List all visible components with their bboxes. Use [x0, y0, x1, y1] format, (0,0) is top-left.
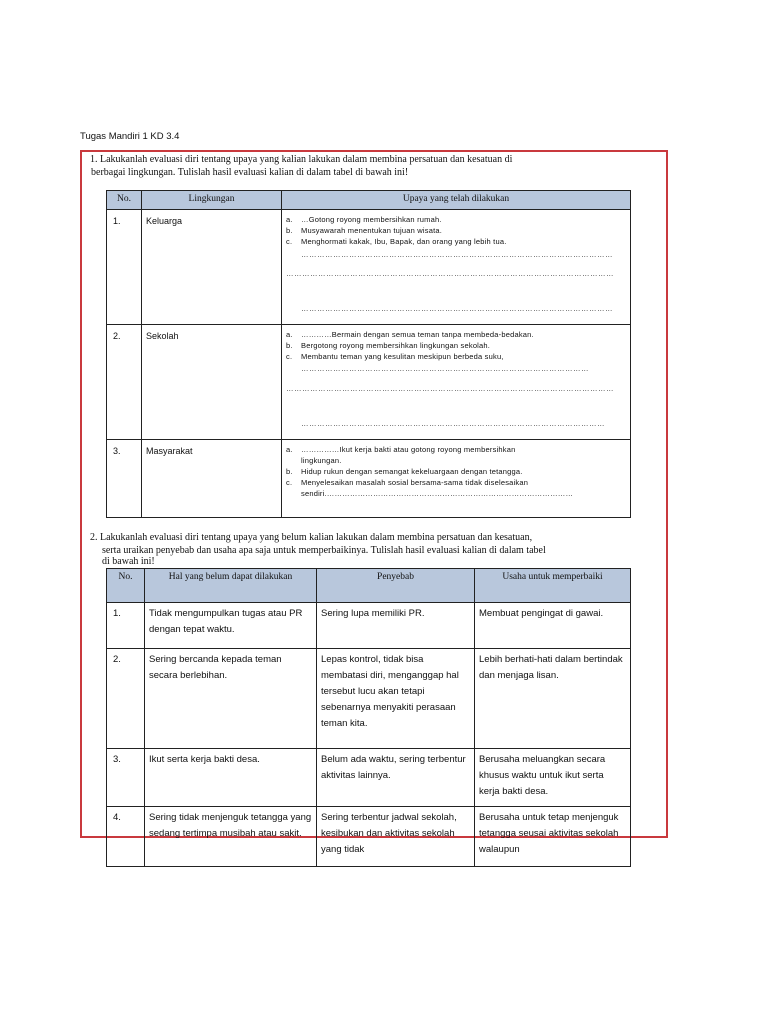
table-1-header-row — [107, 191, 631, 210]
list-item: a. …Gotong royong membersihkan rumah. — [286, 215, 442, 224]
question-2 — [90, 531, 665, 566]
issue-cell: Tidak mengumpulkan tugas atau PR dengan tepat waktu. — [145, 603, 317, 649]
effort-list — [286, 444, 626, 499]
blank-line: ……………………………………………………………………………………………… — [301, 364, 589, 373]
environment-label: Keluarga — [142, 210, 282, 325]
assignment-frame — [80, 150, 668, 855]
row-number: 1. — [107, 603, 145, 649]
blank-line: …………………………………………………………………………………………………………… — [286, 384, 614, 393]
header-lingkungan: Lingkungan — [142, 191, 282, 210]
list-item: sendiri.…………………………………………………………………………………… — [301, 489, 574, 498]
effort-list — [286, 214, 626, 247]
table-row — [107, 440, 631, 518]
header-no: No. — [107, 191, 142, 210]
effort-list — [286, 329, 626, 362]
header-hal: Hal yang belum dapat dilakukan — [145, 569, 317, 603]
evaluation-table-2 — [106, 568, 631, 867]
row-number: 3. — [107, 440, 142, 518]
list-item: c. Menyelesaikan masalah sosial bersama-sama tidak diselesaikan — [286, 478, 529, 487]
evaluation-table-1 — [106, 190, 631, 518]
blank-line: ……………………………………………………………………………………………………… — [301, 250, 613, 259]
header-no: No. — [107, 569, 145, 603]
solution-cell: Membuat pengingat di gawai. — [475, 603, 631, 649]
row-number: 4. — [107, 807, 145, 867]
table-row — [107, 210, 631, 325]
row-number: 3. — [107, 749, 145, 807]
issue-cell: Sering bercanda kepada teman secara berlebihan. — [145, 649, 317, 749]
solution-cell: Berusaha meluangkan secara khusus waktu untuk ikut serta kerja bakti desa. — [475, 749, 631, 807]
list-item: c. Menghormati kakak, Ibu, Bapak, dan orang yang lebih tua. — [286, 237, 507, 246]
list-item: a. …………Bermain dengan semua teman tanpa membeda-bedakan. — [286, 330, 534, 339]
cause-cell: Sering lupa memiliki PR. — [317, 603, 475, 649]
solution-cell: Berusaha untuk tetap menjenguk tetangga seusai aktivitas sekolah walaupun — [475, 807, 631, 867]
efforts-cell — [282, 325, 631, 440]
environment-label: Masyarakat — [142, 440, 282, 518]
question-2-line-1: 2. Lakukanlah evaluasi diri tentang upaya yang belum kalian lakukan dalam membina persatuan dan kesatuan, — [90, 532, 533, 543]
list-item: b. Hidup rukun dengan semangat kekeluargaan dengan tetangga. — [286, 467, 523, 476]
table-row — [107, 603, 631, 649]
blank-line: ……………………………………………………………………………………………………… — [301, 304, 613, 313]
table-row — [107, 807, 631, 867]
issue-cell: Sering tidak menjenguk tetangga yang sedang tertimpa musibah atau sakit. — [145, 807, 317, 867]
efforts-cell — [282, 440, 631, 518]
environment-label: Sekolah — [142, 325, 282, 440]
table-2-header-row — [107, 569, 631, 603]
row-number: 2. — [107, 325, 142, 440]
efforts-cell — [282, 210, 631, 325]
table-row — [107, 325, 631, 440]
question-1-line-2: berbagai lingkungan. Tulislah hasil evaluasi kalian di dalam tabel di bawah ini! — [91, 167, 409, 178]
question-2-line-3: di bawah ini! — [102, 556, 155, 567]
table-row — [107, 749, 631, 807]
cause-cell: Sering terbentur jadwal sekolah, kesibukan dan aktivitas sekolah yang tidak — [317, 807, 475, 867]
row-number: 2. — [107, 649, 145, 749]
question-1 — [90, 153, 660, 179]
question-1-line-1: 1. Lakukanlah evaluasi diri tentang upaya yang kalian lakukan dalam membina persatuan dan kesatuan di — [90, 154, 513, 165]
blank-line: …………………………………………………………………………………………………… — [301, 419, 605, 428]
header-usaha: Usaha untuk memperbaiki — [475, 569, 631, 603]
issue-cell: Ikut serta kerja bakti desa. — [145, 749, 317, 807]
list-item: lingkungan. — [301, 456, 342, 465]
cause-cell: Belum ada waktu, sering terbentur aktivitas lainnya. — [317, 749, 475, 807]
question-2-line-2: serta uraikan penyebab dan usaha apa saja untuk memperbaikinya. Tulislah hasil evaluasi kalian di dalam tabel — [102, 545, 546, 556]
list-item: c. Membantu teman yang kesulitan meskipun berbeda suku, — [286, 352, 504, 361]
row-number: 1. — [107, 210, 142, 325]
blank-line: …………………………………………………………………………………………………………… — [286, 269, 614, 278]
header-upaya: Upaya yang telah dilakukan — [282, 191, 631, 210]
table-row — [107, 649, 631, 749]
list-item: b. Bergotong royong membersihkan lingkungan sekolah. — [286, 341, 491, 350]
assignment-heading: Tugas Mandiri 1 KD 3.4 — [80, 131, 180, 142]
cause-cell: Lepas kontrol, tidak bisa membatasi diri, menganggap hal tersebut lucu akan tetapi sebenarnya menyakiti perasaan teman kita. — [317, 649, 475, 749]
list-item: b. Musyawarah menentukan tujuan wisata. — [286, 226, 443, 235]
list-item: a. ……………Ikut kerja bakti atau gotong royong membersihkan — [286, 445, 516, 454]
solution-cell: Lebih berhati-hati dalam bertindak dan menjaga lisan. — [475, 649, 631, 749]
header-penyebab: Penyebab — [317, 569, 475, 603]
